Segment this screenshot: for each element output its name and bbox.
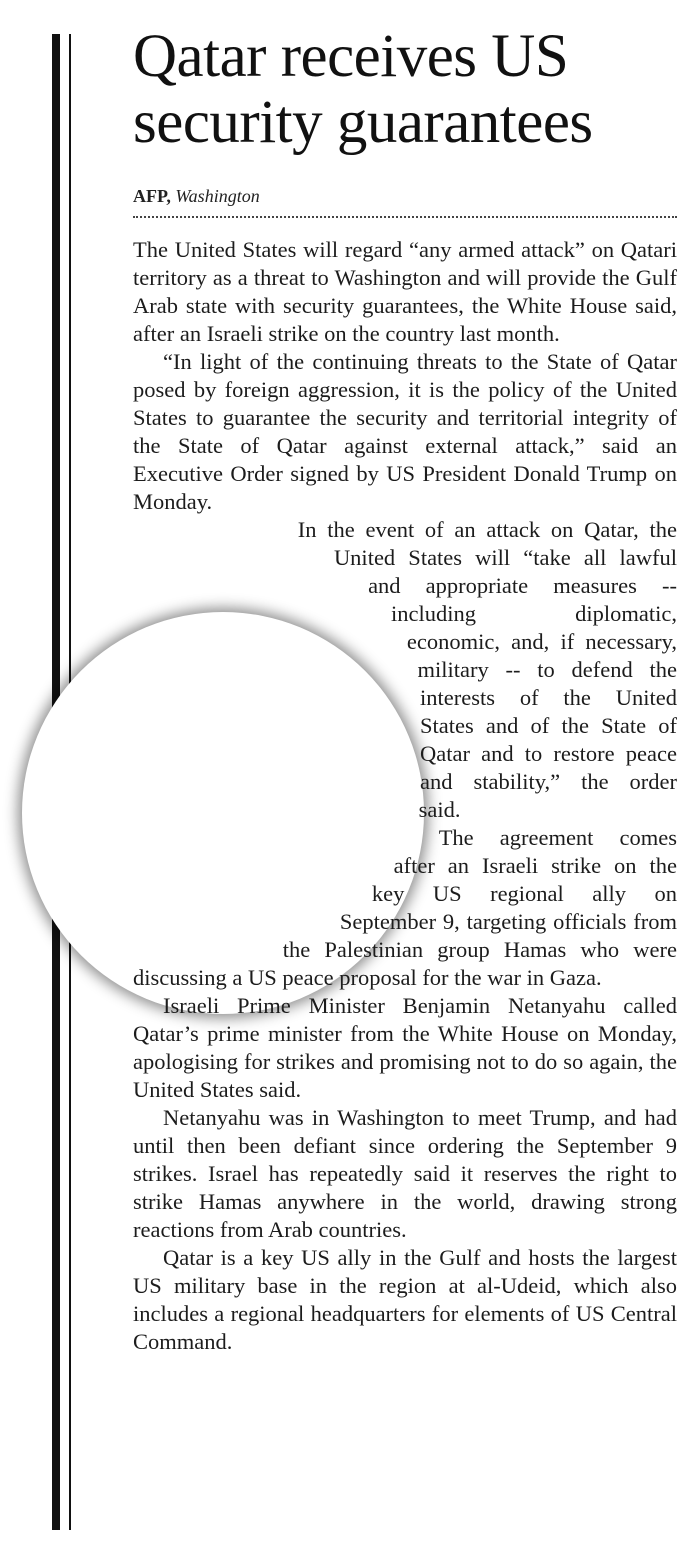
article-body	[133, 236, 677, 1356]
paragraph-3: In the event of an attack on Qatar, the United States will “take all lawful and appropriate measures -- including diplomatic, economic, and, if necessary, military -- to defend the interests of the United States and of the State of Qatar and to restore peace and stability,” the order said.	[297, 517, 677, 822]
dotted-divider	[133, 216, 677, 218]
paragraph-2: “In light of the continuing threats to the State of Qatar posed by foreign aggression, it is the policy of the United States to guarantee the security and territorial integrity of the State of Qatar against external attack,” said an Executive Order signed by US President Donald Trump on Monday.	[133, 349, 677, 514]
paragraph-7: Qatar is a key US ally in the Gulf and hosts the largest US military base in the region at al-Udeid, which also includes a regional headquarters for elements of US Central Command.	[133, 1245, 677, 1354]
paragraph-1: The United States will regard “any armed attack” on Qatari territory as a threat to Washington and will provide the Gulf Arab state with security guarantees, the White House said, after an Israeli strike on the country last month.	[133, 237, 677, 346]
byline	[133, 186, 260, 207]
byline-place: Washington	[175, 186, 260, 206]
paragraph-5: Israeli Prime Minister Benjamin Netanyahu called Qatar’s prime minister from the White House on Monday, apologising for strikes and promising not to do so again, the United States said.	[133, 993, 677, 1102]
byline-agency: AFP,	[133, 186, 171, 206]
paragraph-4: The agreement comes after an Israeli strike on the key US regional ally on September 9, targeting officials from the Palestinian group Hamas who were discussing a US peace proposal for the war in Gaza.	[133, 825, 677, 990]
circle-text-wrap	[0, 516, 420, 946]
headline: Qatar receives US security guarantees	[133, 23, 593, 156]
paragraph-6: Netanyahu was in Washington to meet Trump, and had until then been defiant since ordering the September 9 strikes. Israel has repeatedly said it reserves the right to strike Hamas anywhere in the world, drawing strong reactions from Arab countries.	[133, 1105, 677, 1242]
